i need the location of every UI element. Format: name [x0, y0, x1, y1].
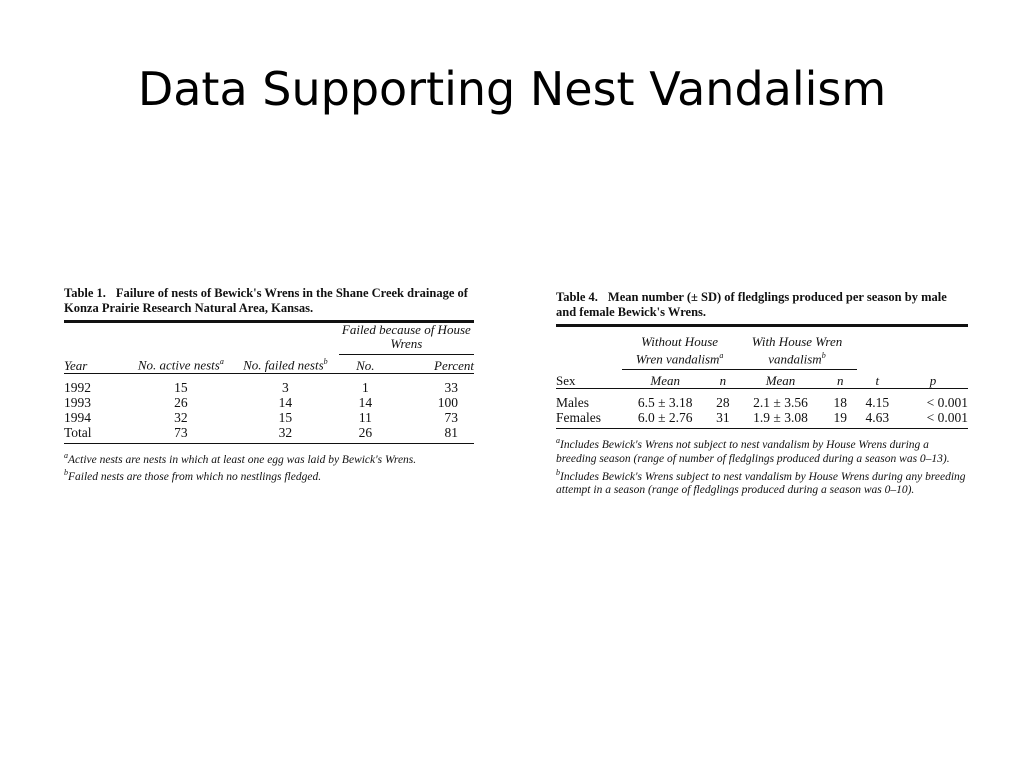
table-1-header-year: Year: [64, 357, 88, 373]
table-row: Total 73 32 26 81: [64, 424, 458, 440]
table-1-caption: [64, 286, 474, 316]
table-1-footnote-a: $^a$Active nests are nests in which at least one egg was laid by Bewick's Wrens.: [64, 450, 417, 466]
table-1-label: Table 1.: [64, 286, 106, 300]
table-row: 1994 32 15 11 73: [64, 409, 458, 425]
table-row: 1992 15 3 1 33: [64, 379, 458, 395]
table-4: [556, 290, 968, 497]
table-4-caption-text: Mean number (± SD) of fledglings produced per season by male and female Bewick's Wrens.: [556, 290, 947, 319]
table-4-footnote-a: $^a$Includes Bewick's Wrens not subject to nest vandalism by House Wrens during a breeding season (range of number of fledglings produced during a season was 0–13).: [556, 435, 950, 465]
table-1-caption-text: Failure of nests of Bewick's Wrens in the Shane Creek drainage of Konza Prairie Research Natural Area, Kansas.: [64, 286, 468, 315]
slide-title: Data Supporting Nest Vandalism: [137, 62, 887, 116]
table-4-header-n-without: n: [719, 372, 727, 388]
table-4-header-mean-with: Mean: [765, 372, 796, 388]
table-4-group-with: With House Wren vandalism$^b$: [737, 327, 856, 370]
table-row: Females 6.0 ± 2.76 31 1.9 ± 3.08 19 4.63 < 0.001: [556, 409, 968, 425]
table-1: [64, 286, 474, 484]
table-row: 1993 26 14 14 100: [64, 394, 458, 410]
table-4-grid: [556, 327, 968, 425]
table-row: Males 6.5 ± 3.18 28 2.1 ± 3.56 18 4.15 < 0.001: [556, 394, 968, 410]
table-1-header-active: No. active nests$^a$: [137, 357, 224, 373]
table-4-label: Table 4.: [556, 290, 598, 304]
table-4-bottom-rule: [556, 428, 968, 429]
table-1-footnote-b: $^b$Failed nests are those from which no nestlings fledged.: [64, 468, 322, 484]
table-1-footnotes: [64, 449, 474, 485]
table-1-group-header: Failed because of House Wrens: [339, 323, 474, 355]
table-4-footnotes: [556, 434, 968, 498]
table-4-footnote-b: $^b$Includes Bewick's Wrens subject to nest vandalism by House Wrens during any breeding attempt in a season (range of fledglings produced during a season was 0–10).: [556, 467, 966, 497]
table-4-header-mean-without: Mean: [650, 372, 680, 388]
table-4-caption: [556, 290, 968, 320]
table-4-header-sex: Sex: [556, 372, 576, 388]
table-1-header-failed: No. failed nests$^b$: [243, 357, 328, 373]
table-1-bottom-rule: [64, 443, 474, 444]
table-1-header-percent: Percent: [434, 357, 474, 373]
table-1-header-no: No.: [356, 357, 375, 373]
table-4-header-p: p: [929, 372, 937, 388]
table-4-group-without: Without House Wren vandalism$^a$: [622, 327, 737, 370]
table-4-header-t: t: [875, 372, 880, 388]
table-1-grid: [64, 323, 474, 440]
table-4-header-n-with: n: [836, 372, 844, 388]
